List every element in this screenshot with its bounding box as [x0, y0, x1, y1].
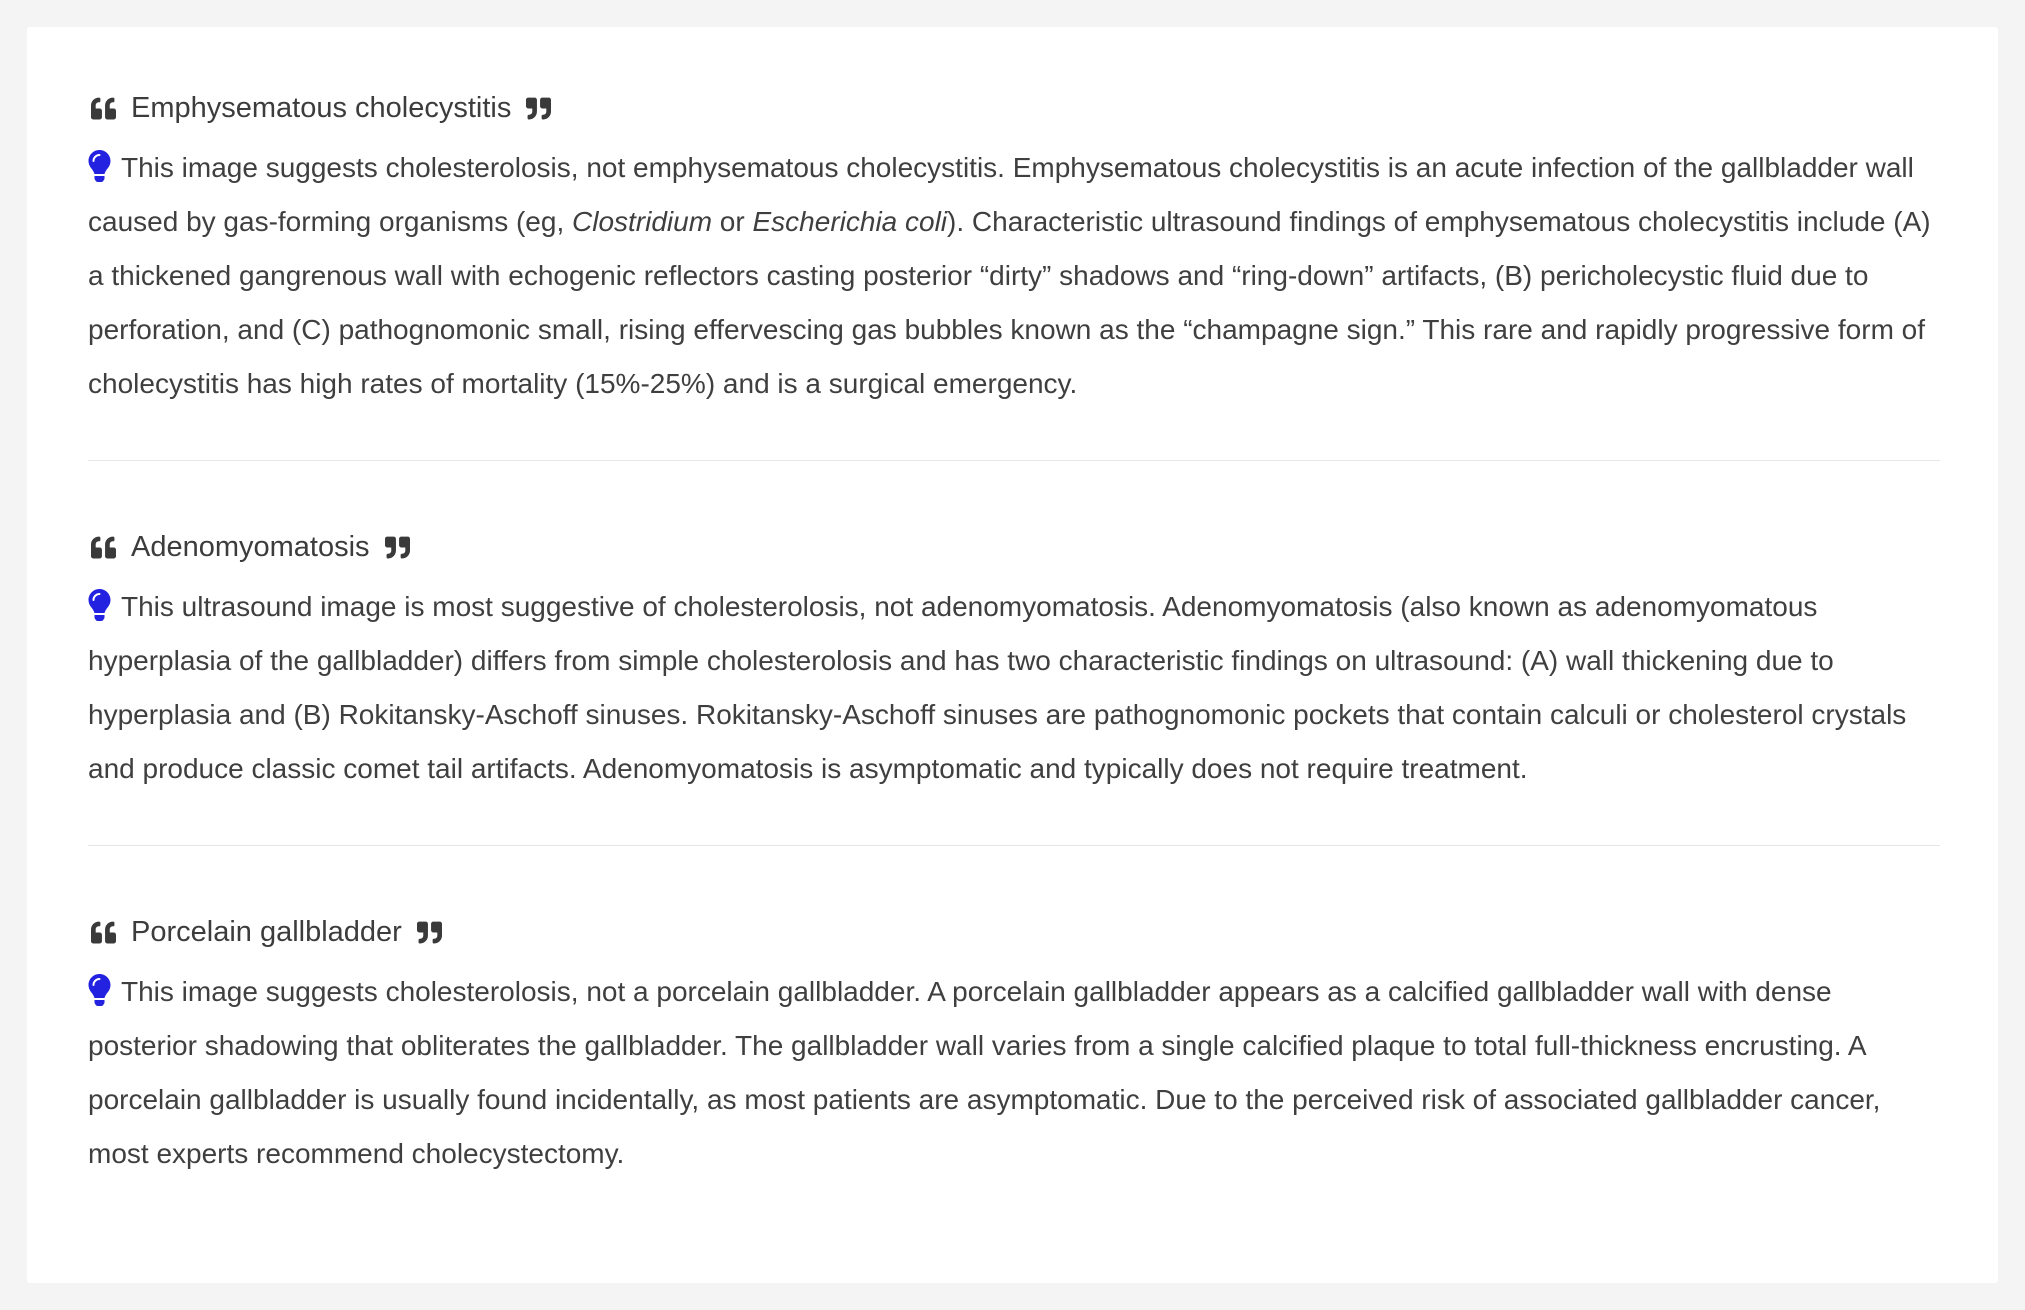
body-text-segment: or [712, 206, 753, 237]
open-quote-icon [88, 920, 119, 945]
body-text-segment: This image suggests cholesterolosis, not a porcelain gallbladder. A porcelain gallbladder appears as a calcified gallbladder wall with dense posterior shadowing that obliterates the gallbladder. The gallbladder wall varies from a single calcified plaque to total full-thickness encrusting. A porcelain gallbladder is usually found incidentally, as most patients are asymptomatic. Due to the perceived risk of associated gallbladder cancer, most experts recommend cholecystectomy. [88, 976, 1881, 1169]
section-body [88, 141, 1940, 411]
section-title [88, 909, 1940, 955]
explanation-section-emphysematous-cholecystitis [88, 85, 1940, 411]
section-title-text: Emphysematous cholecystitis [131, 92, 512, 124]
section-title [88, 524, 1940, 570]
section-divider [88, 460, 1940, 461]
body-text-segment: Escherichia coli [752, 206, 948, 237]
close-quote-icon [382, 535, 413, 560]
section-body [88, 965, 1940, 1181]
section-title [88, 85, 1940, 131]
close-quote-icon [523, 96, 554, 121]
explanations-card [27, 27, 1998, 1283]
section-title-text: Porcelain gallbladder [131, 916, 402, 948]
open-quote-icon [88, 535, 119, 560]
open-quote-icon [88, 96, 119, 121]
lightbulb-icon [88, 974, 111, 1006]
explanation-section-adenomyomatosis [88, 524, 1940, 796]
close-quote-icon [414, 920, 445, 945]
section-body [88, 580, 1940, 796]
body-text-segment: Clostridium [572, 206, 713, 237]
body-text-segment: ). Characteristic ultrasound findings of emphysematous cholecystitis include (A) a thickened gangrenous wall with echogenic reflectors casting posterior “dirty” shadows and “ring-down” artifacts, (B) pericholecystic fluid due to perforation, and (C) pathognomonic small, rising effervescing gas bubbles known as the “champagne sign.” This rare and rapidly progressive form of cholecystitis has high rates of mortality (15%-25%) and is a surgical emergency. [88, 206, 1931, 399]
section-title-text: Adenomyomatosis [131, 531, 370, 563]
lightbulb-icon [88, 150, 111, 182]
explanation-section-porcelain-gallbladder [88, 909, 1940, 1181]
body-text-segment: This image suggests cholesterolosis, not emphysematous cholecystitis. Emphysematous cholecystitis is an acute infection of the gallbladder wall caused by gas-forming organisms (eg, [88, 152, 1914, 237]
lightbulb-icon [88, 589, 111, 621]
body-text-segment: This ultrasound image is most suggestive of cholesterolosis, not adenomyomatosis. Adenomyomatosis (also known as adenomyomatous hyperplasia of the gallbladder) differs from simple cholesterolosis and has two characteristic findings on ultrasound: (A) wall thickening due to hyperplasia and (B) Rokitansky-Aschoff sinuses. Rokitansky-Aschoff sinuses are pathognomonic pockets that contain calculi or cholesterol crystals and produce classic comet tail artifacts. Adenomyomatosis is asymptomatic and typically does not require treatment. [88, 591, 1907, 784]
section-divider [88, 845, 1940, 846]
